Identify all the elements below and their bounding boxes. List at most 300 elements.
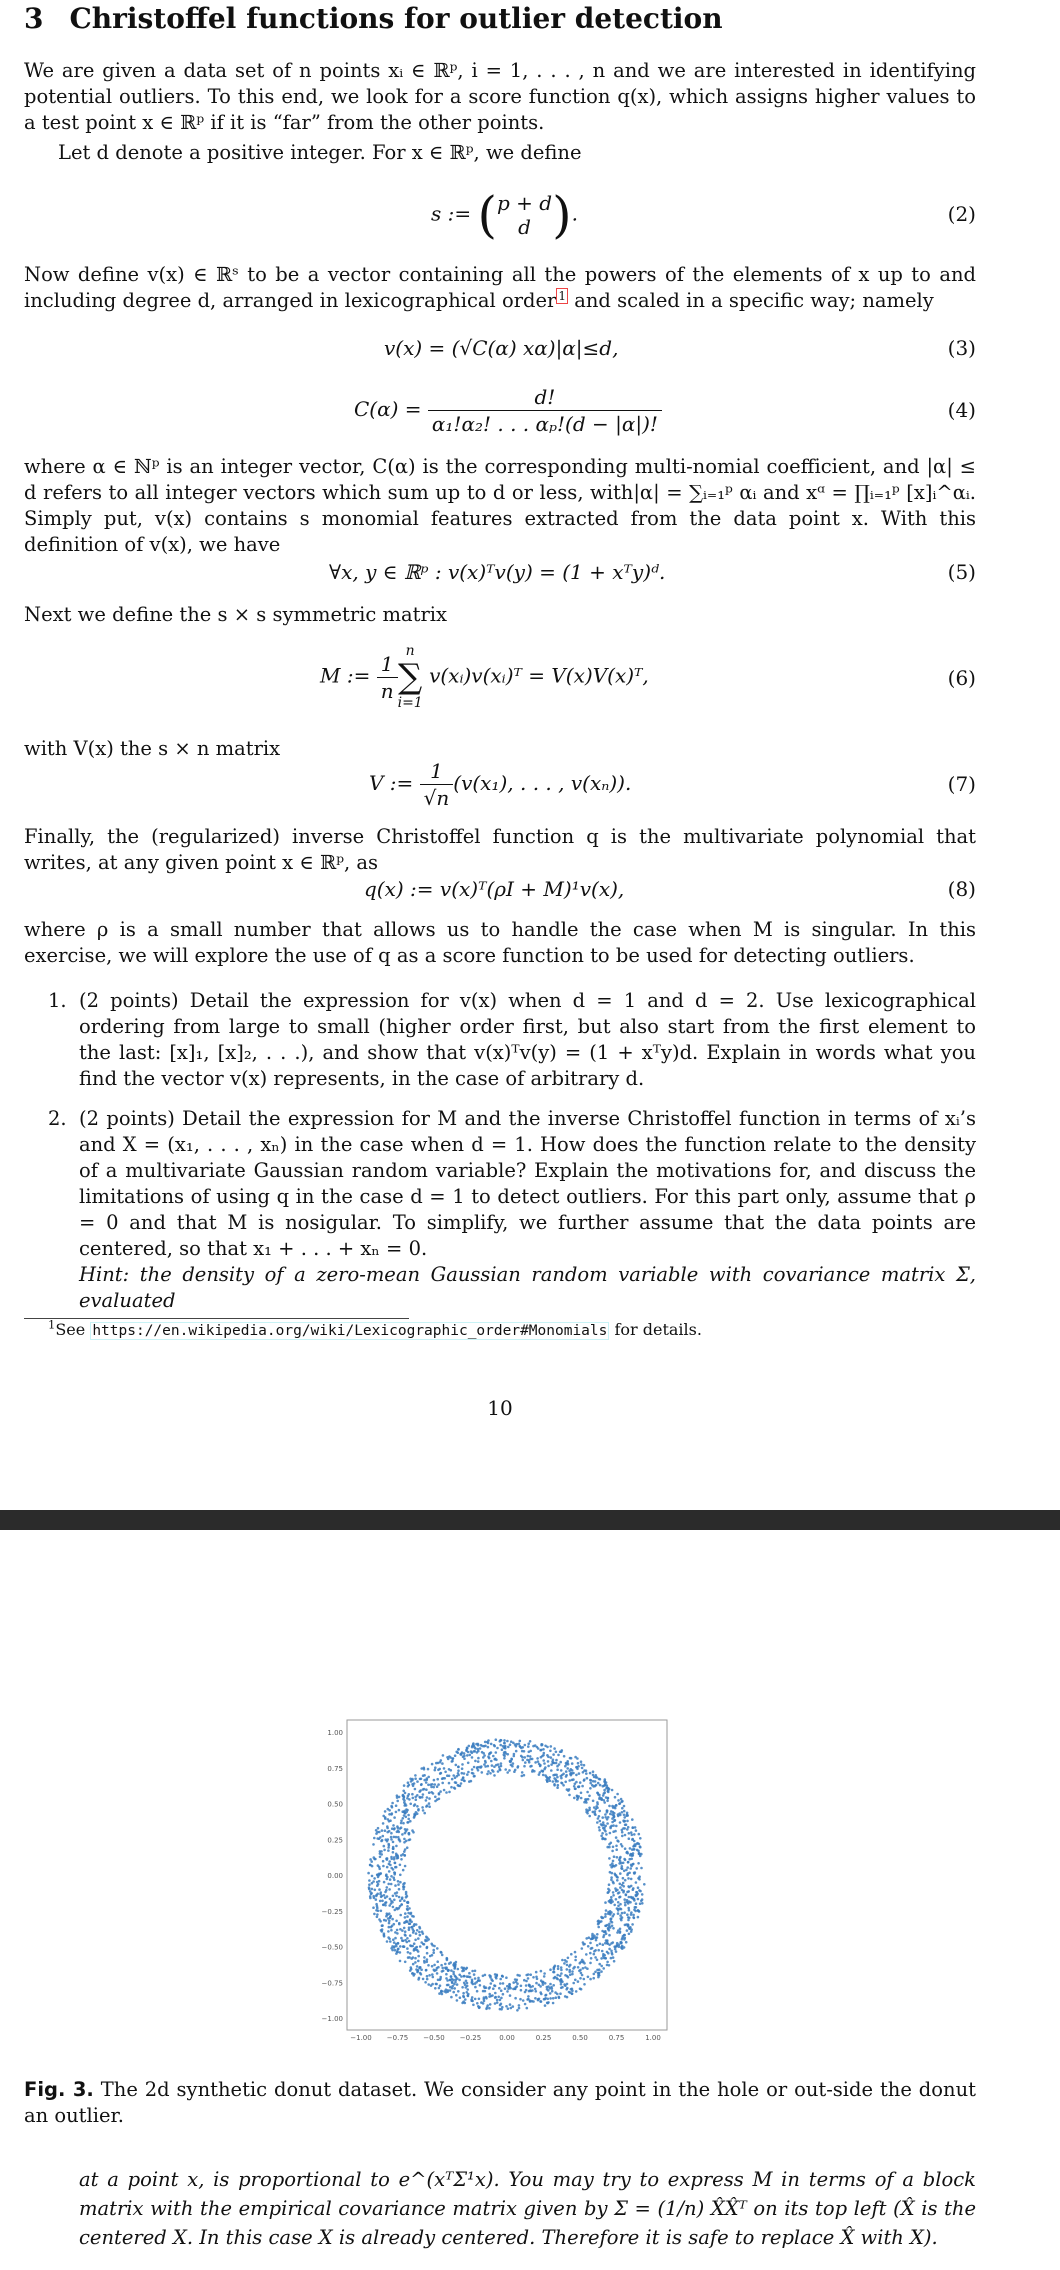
scatter-point — [638, 1852, 641, 1855]
scatter-point — [512, 1988, 515, 1991]
scatter-point — [399, 1914, 402, 1917]
scatter-point — [543, 1762, 546, 1765]
scatter-point — [504, 1987, 507, 1990]
scatter-point — [623, 1946, 626, 1949]
scatter-point — [396, 1800, 399, 1803]
scatter-point — [478, 2006, 481, 2009]
scatter-point — [594, 1780, 597, 1783]
footnote-marker[interactable]: 1 — [558, 288, 567, 303]
scatter-point — [482, 1975, 485, 1978]
scatter-point — [615, 1845, 618, 1848]
y-tick-label: 1.00 — [327, 1729, 343, 1737]
scatter-point — [506, 1990, 509, 1993]
scatter-point — [589, 1787, 592, 1790]
scatter-point — [388, 1813, 391, 1816]
scatter-point — [409, 1803, 412, 1806]
scatter-point — [544, 1982, 547, 1985]
scatter-point — [603, 1838, 606, 1841]
scatter-point — [433, 1779, 436, 1782]
x-tick-labels — [350, 2034, 661, 2042]
scatter-point — [587, 1810, 590, 1813]
scatter-point — [427, 1938, 430, 1941]
scatter-point — [416, 1794, 419, 1797]
scatter-point — [465, 1750, 468, 1753]
scatter-point — [437, 1769, 440, 1772]
scatter-point — [621, 1807, 624, 1810]
scatter-point — [560, 1769, 563, 1772]
scatter-point — [398, 1896, 401, 1899]
footnote — [48, 1317, 702, 1339]
section-number: 3 — [24, 2, 44, 35]
scatter-point — [614, 1946, 617, 1949]
x-tick-label: −0.25 — [459, 2034, 482, 2042]
scatter-point — [463, 1975, 466, 1978]
scatter-point — [574, 1956, 577, 1959]
scatter-point — [455, 1994, 458, 1997]
scatter-point — [387, 1930, 390, 1933]
scatter-point — [481, 1751, 484, 1754]
page-separator — [0, 1510, 1060, 1530]
scatter-point — [602, 1827, 605, 1830]
scatter-point — [396, 1932, 399, 1935]
scatter-point — [376, 1913, 379, 1916]
scatter-point — [603, 1954, 606, 1957]
scatter-point — [409, 1934, 412, 1937]
scatter-point — [404, 1961, 407, 1964]
donut-scatter-figure — [317, 1712, 677, 2052]
scatter-point — [571, 1779, 574, 1782]
scatter-point — [619, 1883, 622, 1886]
scatter-point — [598, 1794, 601, 1797]
scatter-point — [635, 1829, 638, 1832]
scatter-point — [392, 1906, 395, 1909]
scatter-point — [367, 1872, 370, 1875]
eq6-sum-top: n — [405, 643, 415, 659]
scatter-point — [591, 1933, 594, 1936]
scatter-point — [571, 1988, 574, 1991]
scatter-point — [574, 1951, 577, 1954]
scatter-point — [390, 1875, 393, 1878]
scatter-point — [460, 1753, 463, 1756]
scatter-point — [610, 1879, 613, 1882]
scatter-point — [461, 1772, 464, 1775]
scatter-point — [600, 1823, 603, 1826]
scatter-point — [625, 1869, 628, 1872]
scatter-point — [628, 1872, 631, 1875]
scatter-point — [381, 1839, 384, 1842]
scatter-point — [436, 1972, 439, 1975]
footnote-number: 1 — [48, 1317, 56, 1332]
scatter-point — [611, 1821, 614, 1824]
scatter-point — [392, 1851, 395, 1854]
scatter-point — [568, 1788, 571, 1791]
eq6-coef-num: 1 — [377, 651, 398, 678]
scatter-point — [404, 1933, 407, 1936]
scatter-point — [617, 1799, 620, 1802]
scatter-point — [402, 1869, 405, 1872]
scatter-point — [577, 1762, 580, 1765]
eq7-rhs: (v(x₁), . . . , v(xₙ)). — [453, 771, 632, 795]
scatter-point — [612, 1860, 615, 1863]
scatter-point — [610, 1957, 613, 1960]
scatter-point — [381, 1924, 384, 1927]
scatter-point — [404, 1848, 407, 1851]
scatter-point — [395, 1845, 398, 1848]
scatter-point — [438, 1992, 441, 1995]
scatter-point — [397, 1880, 400, 1883]
scatter-point — [425, 1781, 428, 1784]
scatter-point — [380, 1896, 383, 1899]
scatter-point — [627, 1924, 630, 1927]
scatter-point — [623, 1810, 626, 1813]
scatter-point — [396, 1825, 399, 1828]
scatter-point — [373, 1837, 376, 1840]
scatter-point — [370, 1893, 373, 1896]
scatter-point — [497, 1996, 500, 1999]
scatter-point — [604, 1816, 607, 1819]
scatter-point — [450, 1769, 453, 1772]
scatter-point — [553, 1967, 556, 1970]
scatter-point — [608, 1846, 611, 1849]
scatter-point — [397, 1942, 400, 1945]
scatter-point — [403, 1801, 406, 1804]
scatter-point — [407, 1951, 410, 1954]
scatter-point — [384, 1891, 387, 1894]
scatter-point — [537, 1760, 540, 1763]
scatter-point — [447, 1984, 450, 1987]
scatter-point — [593, 1776, 596, 1779]
scatter-point — [467, 1762, 470, 1765]
scatter-point — [638, 1878, 641, 1881]
scatter-point — [382, 1865, 385, 1868]
scatter-point — [431, 1763, 434, 1766]
scatter-point — [529, 1755, 532, 1758]
scatter-point — [539, 1985, 542, 1988]
scatter-point — [574, 1979, 577, 1982]
scatter-point — [573, 1797, 576, 1800]
scatter-point — [439, 1772, 442, 1775]
scatter-point — [606, 1964, 609, 1967]
scatter-point — [427, 1776, 430, 1779]
scatter-point — [375, 1895, 378, 1898]
scatter-point — [399, 1928, 402, 1931]
scatter-point — [516, 1743, 519, 1746]
scatter-point — [398, 1809, 401, 1812]
scatter-point — [559, 1992, 562, 1995]
scatter-point — [558, 1996, 561, 1999]
scatter-point — [626, 1828, 629, 1831]
scatter-point — [621, 1800, 624, 1803]
scatter-point — [430, 1791, 433, 1794]
scatter-point — [560, 1750, 563, 1753]
scatter-point — [369, 1858, 372, 1861]
scatter-point — [499, 2008, 502, 2011]
scatter-point — [386, 1866, 389, 1869]
scatter-point — [514, 1997, 517, 2000]
scatter-point — [414, 1957, 417, 1960]
scatter-point — [568, 1971, 571, 1974]
scatter-point — [640, 1867, 643, 1870]
scatter-point — [619, 1928, 622, 1931]
scatter-point — [611, 1862, 614, 1865]
eq2-lhs: s := — [431, 201, 472, 226]
scatter-point — [503, 1757, 506, 1760]
scatter-point — [501, 1975, 504, 1978]
scatter-point — [411, 1926, 414, 1929]
scatter-point — [631, 1838, 634, 1841]
scatter-point — [568, 1794, 571, 1797]
scatter-point — [466, 1773, 469, 1776]
scatter-point — [508, 1769, 511, 1772]
scatter-point — [414, 1788, 417, 1791]
scatter-point — [423, 1812, 426, 1815]
scatter-point — [579, 1987, 582, 1990]
scatter-point — [477, 1757, 480, 1760]
scatter-point — [456, 1983, 459, 1986]
scatter-point — [437, 1783, 440, 1786]
scatter-point — [628, 1886, 631, 1889]
scatter-point — [376, 1907, 379, 1910]
scatter-point — [582, 1967, 585, 1970]
scatter-point — [477, 1750, 480, 1753]
scatter-point — [630, 1878, 633, 1881]
scatter-point — [484, 1760, 487, 1763]
scatter-point — [621, 1811, 624, 1814]
scatter-point — [612, 1927, 615, 1930]
scatter-point — [621, 1835, 624, 1838]
scatter-point — [409, 1913, 412, 1916]
scatter-point — [618, 1891, 621, 1894]
scatter-point — [422, 1788, 425, 1791]
scatter-point — [448, 1782, 451, 1785]
scatter-point — [400, 1826, 403, 1829]
scatter-point — [394, 1937, 397, 1940]
y-tick-label: 0.50 — [327, 1800, 343, 1809]
scatter-point — [463, 1969, 466, 1972]
x-tick-label: 0.25 — [535, 2034, 552, 2042]
scatter-point — [613, 1855, 616, 1858]
scatter-point — [474, 1760, 477, 1763]
scatter-point — [369, 1897, 372, 1900]
scatter-point — [406, 1846, 409, 1849]
scatter-point — [402, 1888, 405, 1891]
scatter-point — [555, 1759, 558, 1762]
eq4-numerator: d! — [428, 384, 662, 411]
scatter-point — [391, 1949, 394, 1952]
scatter-point — [440, 1951, 443, 1954]
scatter-point — [450, 1996, 453, 1999]
scatter-point — [431, 1973, 434, 1976]
scatter-point — [427, 1768, 430, 1771]
x-tick-label: 0.75 — [608, 2034, 625, 2042]
scatter-point — [491, 1764, 494, 1767]
scatter-point — [388, 1830, 391, 1833]
footnote-rule — [24, 1318, 409, 1319]
eq2-bottom: d — [518, 215, 531, 239]
scatter-point — [618, 1945, 621, 1948]
scatter-point — [460, 1975, 463, 1978]
scatter-point — [624, 1904, 627, 1907]
scatter-point — [430, 1786, 433, 1789]
v-definition-paragraph — [24, 262, 976, 314]
scatter-point — [606, 1809, 609, 1812]
scatter-point — [392, 1824, 395, 1827]
scatter-point — [539, 1771, 542, 1774]
scatter-point — [391, 1802, 394, 1805]
scatter-point — [550, 1745, 553, 1748]
scatter-point — [602, 1936, 605, 1939]
scatter-point — [549, 1750, 552, 1753]
scatter-point — [603, 1799, 606, 1802]
scatter-point — [513, 1753, 516, 1756]
scatter-point — [497, 1763, 500, 1766]
scatter-point — [405, 1804, 408, 1807]
scatter-point — [504, 1747, 507, 1750]
scatter-point — [626, 1851, 629, 1854]
scatter-point — [425, 1788, 428, 1791]
scatter-point — [396, 1950, 399, 1953]
question-number: 1. — [48, 989, 67, 1012]
scatter-point — [549, 1997, 552, 2000]
scatter-point — [550, 1769, 553, 1772]
scatter-point — [596, 1933, 599, 1936]
scatter-point — [388, 1860, 391, 1863]
scatter-point — [493, 1758, 496, 1761]
scatter-point — [637, 1862, 640, 1865]
scatter-point — [617, 1901, 620, 1904]
scatter-point — [542, 1774, 545, 1777]
scatter-point — [596, 1959, 599, 1962]
scatter-point — [413, 1973, 416, 1976]
scatter-point — [600, 1970, 603, 1973]
scatter-point — [574, 1959, 577, 1962]
scatter-point — [471, 1756, 474, 1759]
scatter-point — [483, 1985, 486, 1988]
scatter-point — [559, 1761, 562, 1764]
scatter-point — [557, 1754, 560, 1757]
scatter-point — [500, 1739, 503, 1742]
scatter-point — [608, 1934, 611, 1937]
scatter-point — [372, 1843, 375, 1846]
scatter-point — [602, 1967, 605, 1970]
scatter-point — [421, 1806, 424, 1809]
scatter-point — [461, 1767, 464, 1770]
scatter-point — [413, 1942, 416, 1945]
scatter-point — [436, 1960, 439, 1963]
eq6-rhs: v(xᵢ)v(xᵢ)ᵀ = V(x)V(x)ᵀ, — [429, 663, 649, 688]
scatter-point — [445, 1973, 448, 1976]
scatter-point — [613, 1816, 616, 1819]
scatter-point — [395, 1853, 398, 1856]
scatter-point — [604, 1782, 607, 1785]
scatter-point — [385, 1919, 388, 1922]
scatter-point — [387, 1883, 390, 1886]
eq7-tag: (7) — [947, 772, 976, 796]
scatter-point — [550, 1756, 553, 1759]
scatter-point — [431, 1983, 434, 1986]
scatter-point — [633, 1899, 636, 1902]
scatter-point — [439, 1984, 442, 1987]
eq4-lhs: C(α) = — [354, 397, 422, 421]
scatter-point — [535, 1976, 538, 1979]
scatter-point — [601, 1816, 604, 1819]
scatter-point — [611, 1900, 614, 1903]
scatter-point — [576, 1766, 579, 1769]
scatter-point — [611, 1952, 614, 1955]
scatter-point — [404, 1921, 407, 1924]
eq7-coef-den: √n — [423, 786, 450, 810]
scatter-point — [560, 1983, 563, 1986]
scatter-point — [631, 1897, 634, 1900]
scatter-point — [598, 1829, 601, 1832]
scatter-point — [422, 1774, 425, 1777]
scatter-point — [423, 1779, 426, 1782]
scatter-point — [617, 1815, 620, 1818]
scatter-point — [408, 1798, 411, 1801]
scatter-point — [417, 1937, 420, 1940]
scatter-point — [555, 1778, 558, 1781]
scatter-point — [377, 1827, 380, 1830]
scatter-point — [399, 1881, 402, 1884]
scatter-point — [602, 1785, 605, 1788]
scatter-point — [607, 1797, 610, 1800]
scatter-point — [526, 2007, 529, 2010]
scatter-point — [403, 1927, 406, 1930]
scatter-point — [612, 1891, 615, 1894]
footnote-link[interactable]: https://en.wikipedia.org/wiki/Lexicographic_order#Monomials — [92, 1323, 608, 1339]
scatter-point — [388, 1888, 391, 1891]
scatter-point — [615, 1950, 618, 1953]
scatter-point — [374, 1858, 377, 1861]
scatter-point — [528, 1759, 531, 1762]
scatter-point — [592, 1800, 595, 1803]
scatter-point — [587, 1945, 590, 1948]
scatter-point — [625, 1823, 628, 1826]
scatter-point — [414, 1939, 417, 1942]
scatter-point — [417, 1955, 420, 1958]
scatter-point — [441, 1990, 444, 1993]
scatter-point — [489, 1772, 492, 1775]
scatter-point — [460, 1782, 463, 1785]
equation-2: s := ( p + d d ). (2) — [431, 186, 976, 244]
scatter-point — [527, 1998, 530, 2001]
scatter-point — [583, 1778, 586, 1781]
scatter-point — [517, 1765, 520, 1768]
scatter-point — [470, 1750, 473, 1753]
scatter-point — [631, 1834, 634, 1837]
scatter-point — [627, 1907, 630, 1910]
equation-6: M := $\frac{1}{n}$ n ∑ i=1 v(xᵢ)v(xᵢ)ᵀ = V(x)V(x)ᵀ, (6) — [320, 643, 976, 711]
scatter-point — [432, 1786, 435, 1789]
scatter-point — [540, 1970, 543, 1973]
scatter-point — [396, 1857, 399, 1860]
scatter-point — [402, 1794, 405, 1797]
scatter-point — [423, 1768, 426, 1771]
scatter-point — [579, 1977, 582, 1980]
scatter-point — [378, 1838, 381, 1841]
scatter-point — [387, 1838, 390, 1841]
scatter-point — [452, 1973, 455, 1976]
scatter-point — [482, 1756, 485, 1759]
scatter-point — [455, 1751, 458, 1754]
scatter-point — [455, 1764, 458, 1767]
scatter-point — [442, 1754, 445, 1757]
scatter-point — [373, 1877, 376, 1880]
scatter-point — [402, 1885, 405, 1888]
section-title-text: Christoffel functions for outlier detection — [69, 2, 723, 35]
scatter-point — [624, 1834, 627, 1837]
question-number: 2. — [48, 1107, 67, 1130]
